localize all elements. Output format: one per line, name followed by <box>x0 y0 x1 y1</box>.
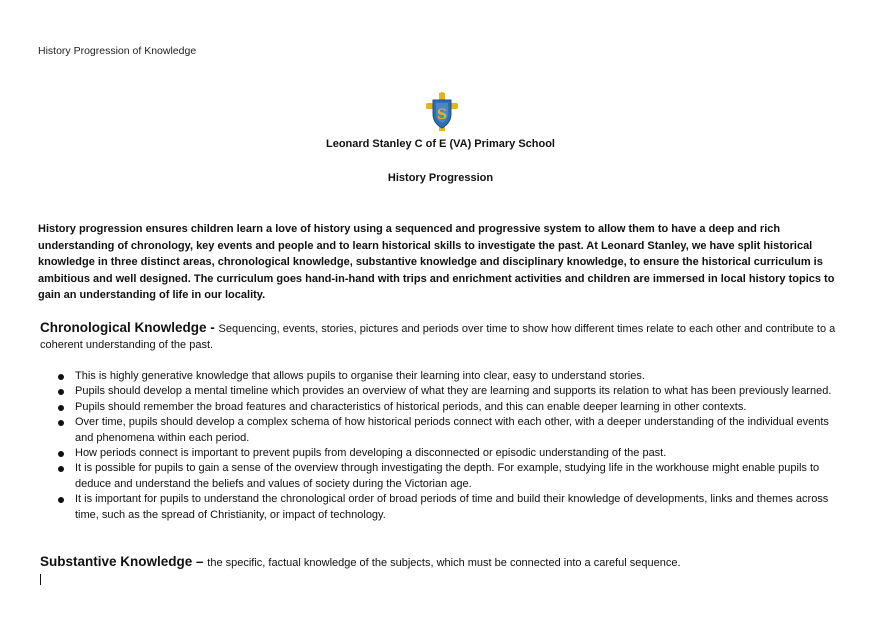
list-item-text: It is possible for pupils to gain a sense of the overview through investigating the depth. For example, studying life in the workhouse might enable pupils to deduce and understand the beliefs and values of society during the Victorian age. <box>75 462 820 490</box>
chronological-knowledge-section <box>40 320 850 353</box>
chronological-knowledge-heading: Chronological Knowledge - <box>40 320 219 335</box>
intro-paragraph: History progression ensures children learn a love of history using a sequenced and progressive system to allow them to have a deep and rich understanding of chronology, key events and people and to learn historical skills to investigate the past. At Leonard Stanley, we have split historical knowledge in three distinct areas, chronological knowledge, substantive knowledge and disciplinary knowledge, to ensure the historical curriculum is ambitious and well designed. The curriculum goes hand-in-hand with trips and enrichment activities and children are immersed in local history topics to gain an understanding of life in our locality. <box>38 223 835 301</box>
substantive-knowledge-section <box>40 554 850 571</box>
list-item <box>58 415 850 446</box>
bullet-icon <box>58 451 64 457</box>
list-item <box>58 369 850 384</box>
bullet-icon <box>58 405 64 411</box>
chronological-knowledge-description: Sequencing, events, stories, pictures and periods over time to show how different times relate to each other and contribute to a coherent understanding of the past. <box>40 323 836 351</box>
bullet-icon <box>58 497 64 503</box>
running-header: History Progression of Knowledge <box>38 45 197 57</box>
chronological-bullet-list <box>58 369 850 523</box>
list-item-text: This is highly generative knowledge that allows pupils to organise their learning into clear, easy to understand stories. <box>75 370 645 382</box>
substantive-knowledge-description: the specific, factual knowledge of the subjects, which must be connected into a careful sequence. <box>207 557 681 569</box>
list-item <box>58 400 850 415</box>
list-item <box>58 492 850 523</box>
list-item <box>58 461 850 492</box>
bullet-icon <box>58 389 64 395</box>
school-crest-icon <box>426 92 458 134</box>
bullet-icon <box>58 420 64 426</box>
school-name: Leonard Stanley C of E (VA) Primary School <box>325 138 555 150</box>
list-item-text: How periods connect is important to prevent pupils from developing a disconnected or episodic understanding of the past. <box>75 447 667 460</box>
list-item <box>58 384 850 399</box>
list-item-text: Pupils should develop a mental timeline which provides an overview of what they are learning and supports its relation to what has been previously learned. <box>75 385 832 398</box>
text-cursor <box>40 574 41 585</box>
list-item-text: It is important for pupils to understand the chronological order of broad periods of time and build their knowledge of developments, links and themes across time, such as the spread of Christianity, or impact of technology. <box>75 493 829 521</box>
list-item-text: Pupils should remember the broad features and characteristics of historical periods, and this can enable deeper learning in other contexts. <box>75 400 747 413</box>
bullet-icon <box>58 466 64 472</box>
substantive-knowledge-heading: Substantive Knowledge – <box>40 554 208 569</box>
list-item <box>58 446 850 461</box>
svg-text:S: S <box>436 107 448 123</box>
document-title: History Progression <box>387 172 494 184</box>
list-item-text: Over time, pupils should develop a complex schema of how historical periods connect with each other, with a deeper understanding of the individual events and phenomena within each period. <box>75 416 829 444</box>
bullet-icon <box>58 374 64 380</box>
